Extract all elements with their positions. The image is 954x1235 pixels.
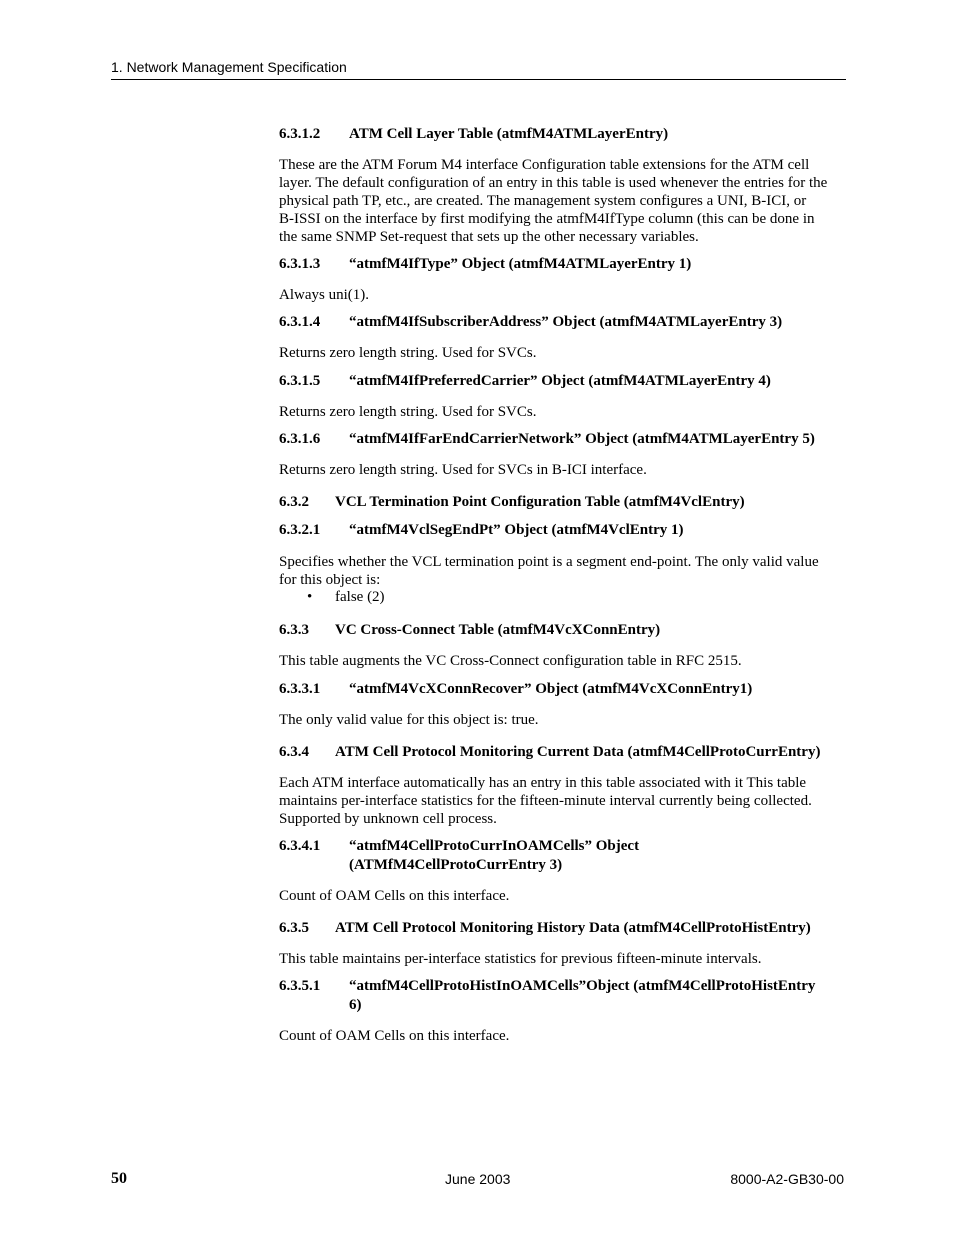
section-heading (279, 313, 845, 332)
paragraph (279, 774, 845, 828)
page-number: 50 (111, 1170, 127, 1187)
section-heading (279, 372, 845, 391)
paragraph (279, 156, 845, 246)
section-title: VCL Termination Point Configuration Table (atmfM4VclEntry) (335, 494, 745, 510)
list-item-text: false (2) (335, 589, 385, 605)
section-number: 6.3.1.5 (279, 373, 321, 389)
section-heading (279, 125, 845, 144)
section-title: “atmfM4IfFarEndCarrierNetwork” Object (atmfM4ATMLayerEntry 5) (349, 431, 815, 447)
paragraph: Count of OAM Cells on this interface. (279, 1028, 510, 1044)
section-title: VC Cross-Connect Table (atmfM4VcXConnEntry) (335, 622, 661, 638)
paragraph: Count of OAM Cells on this interface. (279, 888, 510, 904)
section-heading (279, 919, 845, 938)
footer-date: June 2003 (445, 1171, 511, 1187)
section-number: 6.3.5.1 (279, 978, 321, 994)
section-title-line: “atmfM4CellProtoCurrInOAMCells” Object (349, 838, 640, 854)
section-number: 6.3.1.6 (279, 431, 321, 447)
text-line: maintains per-interface statistics for the fifteen-minute interval currently being collected. (279, 793, 812, 809)
running-header: 1. Network Management Specification (111, 59, 846, 80)
paragraph: This table augments the VC Cross-Connect configuration table in RFC 2515. (279, 653, 742, 669)
paragraph: Returns zero length string. Used for SVCs. (279, 404, 537, 420)
section-heading (279, 680, 845, 699)
section-number: 6.3.3 (279, 622, 309, 638)
section-heading (279, 430, 845, 449)
section-title (349, 977, 845, 1015)
text-line: Supported by unknown cell process. (279, 811, 497, 827)
section-heading (279, 743, 845, 762)
list-item (307, 588, 385, 606)
section-number: 6.3.1.3 (279, 256, 321, 272)
section-title (349, 837, 845, 875)
section-title: ATM Cell Protocol Monitoring Current Data (atmfM4CellProtoCurrEntry) (335, 744, 821, 760)
section-title: “atmfM4IfSubscriberAddress” Object (atmfM4ATMLayerEntry 3) (349, 314, 783, 330)
section-heading (279, 493, 845, 512)
paragraph: Always uni(1). (279, 287, 369, 303)
paragraph: Returns zero length string. Used for SVCs in B-ICI interface. (279, 462, 647, 478)
section-title-line: “atmfM4CellProtoHistInOAMCells”Object (atmfM4CellProtoHistEntry (349, 978, 816, 994)
section-heading (279, 977, 845, 1015)
text-line: B-ISSI on the interface by first modifying the atmfM4IfType column (this can be done in (279, 211, 815, 227)
section-number: 6.3.1.4 (279, 314, 321, 330)
paragraph (279, 553, 845, 589)
section-title: “atmfM4VclSegEndPt” Object (atmfM4VclEntry 1) (349, 522, 684, 538)
bullet-glyph: • (307, 589, 313, 605)
section-number: 6.3.4.1 (279, 838, 321, 854)
document-number: 8000-A2-GB30-00 (730, 1171, 844, 1187)
section-heading (279, 255, 845, 274)
section-title-line: (ATMfM4CellProtoCurrEntry 3) (349, 857, 563, 873)
section-number: 6.3.5 (279, 920, 309, 936)
section-title-line: 6) (349, 997, 362, 1013)
section-number: 6.3.1.2 (279, 126, 321, 142)
text-line: for this object is: (279, 572, 381, 588)
text-line: physical path TP, etc., are created. The management system configures a UNI, B-ICI, or (279, 193, 807, 209)
section-number: 6.3.3.1 (279, 681, 321, 697)
text-line: layer. The default configuration of an entry in this table is used whenever the entries for the (279, 175, 828, 191)
text-line: These are the ATM Forum M4 interface Configuration table extensions for the ATM cell (279, 157, 810, 173)
section-title: ATM Cell Layer Table (atmfM4ATMLayerEntry) (349, 126, 669, 142)
section-heading (279, 621, 845, 640)
paragraph: The only valid value for this object is: true. (279, 712, 539, 728)
paragraph: This table maintains per-interface statistics for previous fifteen-minute intervals. (279, 951, 762, 967)
text-line: Each ATM interface automatically has an entry in this table associated with it This table (279, 775, 807, 791)
section-heading (279, 837, 845, 875)
section-heading (279, 521, 845, 540)
section-title: “atmfM4IfPreferredCarrier” Object (atmfM4ATMLayerEntry 4) (349, 373, 771, 389)
section-title: “atmfM4VcXConnRecover” Object (atmfM4VcXConnEntry1) (349, 681, 753, 697)
paragraph: Returns zero length string. Used for SVCs. (279, 345, 537, 361)
section-title: ATM Cell Protocol Monitoring History Data (atmfM4CellProtoHistEntry) (335, 920, 811, 936)
section-number: 6.3.4 (279, 744, 309, 760)
section-title: “atmfM4IfType” Object (atmfM4ATMLayerEntry 1) (349, 256, 692, 272)
section-number: 6.3.2.1 (279, 522, 321, 538)
text-line: Specifies whether the VCL termination point is a segment end-point. The only valid value (279, 554, 819, 570)
section-number: 6.3.2 (279, 494, 309, 510)
text-line: the same SNMP Set-request that sets up the other necessary variables. (279, 229, 699, 245)
